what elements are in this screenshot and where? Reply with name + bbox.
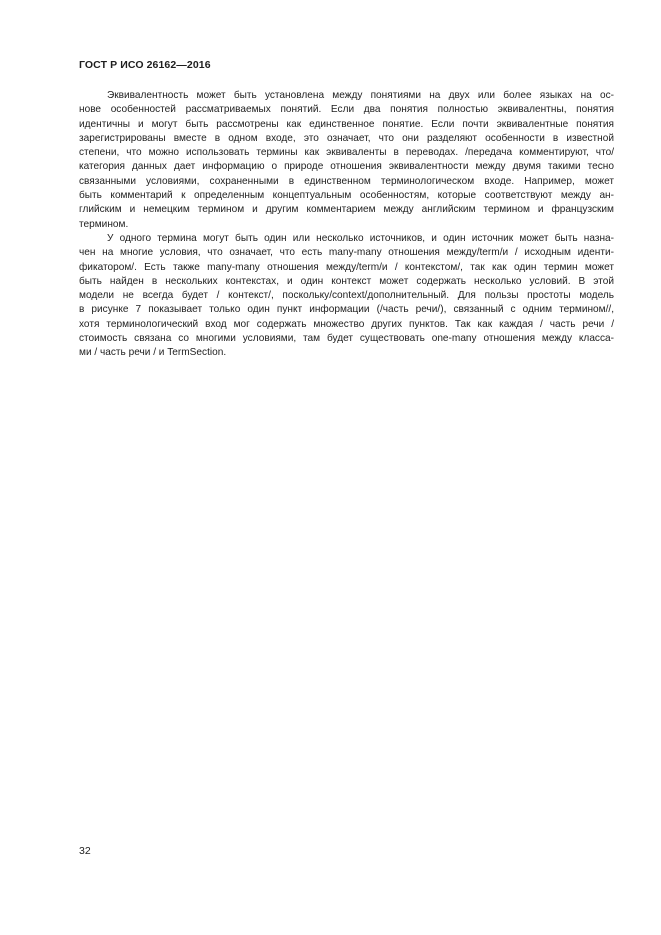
text-line: связанными условиями, сохраненными в единственном терминологическом входе. Например, может — [79, 175, 614, 187]
text-line: зарегистрированы вместе в одном входе, это означает, что они разделяют особенности в известной — [79, 132, 614, 144]
text-line: быть найден в нескольких контекстах, и один контекст может содержать несколько условий. В этой — [79, 275, 614, 287]
text-line: фикатором/. Есть также many-many отношения между/term/и / контекстом/, так как один термин может — [79, 261, 614, 273]
text-line: идентичны и могут быть рассмотрены как единственное понятие. Если почти эквивалентные понятия — [79, 118, 614, 130]
text-line: в рисунке 7 показывает только один пункт информации (/часть речи/), связанный с одним термином//, — [79, 304, 614, 316]
text-line: термином. — [79, 218, 129, 230]
text-line: модели не всегда будет / контекст/, поскольку/context/дополнительный. Для пользы простоты модель — [79, 290, 614, 302]
text-line: ми / часть речи / и TermSection. — [79, 347, 227, 359]
page-number: 32 — [79, 845, 91, 857]
paragraph-sources — [79, 232, 614, 361]
paragraph-equivalence — [79, 89, 614, 232]
text-line: У одного термина могут быть один или несколько источников, и один источник может быть назна- — [107, 232, 614, 244]
text-line: хотя терминологический вход мог содержать множество других пунктов. Так как каждая / часть речи / — [79, 318, 614, 330]
body-text — [79, 89, 614, 361]
text-line: чен на многие условия, что означает, что есть many-many отношения между/term/и / исходным иденти- — [79, 247, 614, 259]
document-header: ГОСТ Р ИСО 26162—2016 — [79, 59, 211, 71]
text-line: категория данных дает информацию о природе отношения эквивалентности между двумя такими тесно — [79, 161, 614, 173]
text-line: нове особенностей рассматриваемых понятий. Если два понятия полностью эквивалентны, понятия — [79, 104, 614, 116]
text-line: степени, что можно использовать термины как эквиваленты в переводах. /передача комментируют, что/ — [79, 147, 614, 159]
text-line: Эквивалентность может быть установлена между понятиями на двух или более языках на ос- — [107, 90, 614, 101]
text-line: глийским и немецким термином и другим комментарием между английским термином и французским — [79, 204, 614, 216]
text-line: стоимость связана со многими условиями, там будет существовать one-many отношения между класса- — [79, 333, 614, 345]
text-line: быть комментарий к определенным концептуальным особенностям, которые соответствуют между ан- — [79, 190, 614, 202]
